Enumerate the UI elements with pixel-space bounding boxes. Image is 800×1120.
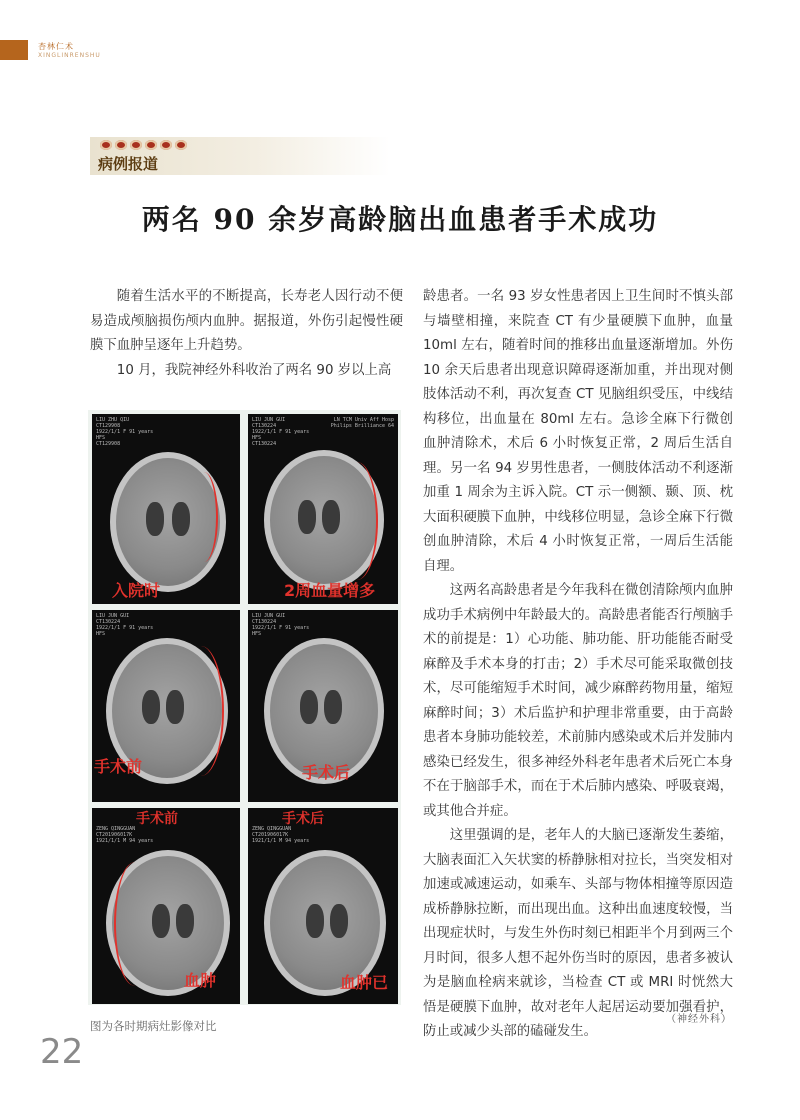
magazine-name: 杏林仁术	[38, 42, 74, 51]
ct-scan-metadata: LIU JUN GUI CT130224 1922/1/1 F 91 years HFS	[252, 613, 310, 637]
ct-panel-label: 手术后	[282, 811, 324, 827]
ct-scan-panel	[248, 414, 398, 604]
ct-panel-label: 手术前	[94, 757, 143, 776]
paragraph: 龄患者。一名 93 岁女性患者因上卫生间时不慎头部与墙壁相撞，来院查 CT 有少量硬膜下血肿，血量 10ml 左右，随着时间的推移出血量逐渐增加。外伤 10 余天后患者出现意识障碍逐渐加重，并出现对侧肢体活动不利，再次复查 CT 见脑组织受压，中线结构移位，出血量在 80ml 左右。急诊全麻下行微创血肿清除术，术后 6 小时恢复正常，2 周后生活自理。另一名 94 岁男性患者，一侧肢体活动不利逐渐加重 1 周余为主诉入院。CT 示一侧额、颞、顶、枕大面积硬膜下血肿，中线移位明显，急诊全麻下行微创血肿清除，术后 4 小时恢复正常，一周后生活能自理。	[423, 289, 733, 574]
magazine-pinyin: XINGLINRENSHU	[38, 52, 101, 59]
figure-caption: 图为各时期病灶影像对比	[90, 1019, 217, 1033]
ct-panel-label: 血肿	[184, 971, 217, 990]
ct-scan-metadata: LIU JUN GUI CT130224 1922/1/1 F 91 years HFS CT130224	[252, 417, 310, 447]
paragraph: 10 月，我院神经外科收治了两名 90 岁以上高	[116, 362, 392, 378]
ct-scan-metadata: ZENG QINGGUAN CT201906017K 1921/1/1 M 94 years	[252, 826, 310, 844]
ct-panel-label: 2周血量增多	[284, 581, 376, 600]
ct-scan-metadata: LN TCM Univ Aff Hosp Philips Brilliance 64	[330, 417, 394, 429]
ct-scan-panel	[92, 808, 240, 1004]
ct-panel-label: 手术后	[302, 763, 351, 782]
section-label: 病例报道	[98, 155, 159, 173]
page-number: 22	[40, 1032, 84, 1072]
section-ornament-icon	[100, 140, 187, 150]
ct-scan-metadata: ZENG QINGGUAN CT201906017K 1921/1/1 M 94 years	[96, 826, 154, 844]
paragraph: 随着生活水平的不断提高，长寿老人因行动不便易造成颅脑损伤颅内血肿。据报道，外伤引起慢性硬膜下血肿呈逐年上升趋势。	[90, 289, 403, 353]
ct-panel-label: 血肿已	[340, 973, 389, 992]
ct-scan-panel	[92, 610, 240, 802]
ct-scan-metadata: LIU JUN GUI CT130224 1922/1/1 F 91 years HFS	[96, 613, 154, 637]
ct-figure	[88, 410, 401, 1005]
article-column-left	[90, 285, 403, 383]
article-source: （神经外科）	[666, 1014, 732, 1025]
paragraph: 这里强调的是，老年人的大脑已逐渐发生萎缩，大脑表面汇入矢状窦的桥静脉相对拉长，当突发相对加速或减速运动，如乘车、头部与物体相撞等原因造成桥静脉拉断，而出现出血。这种出血速度较慢，当出现症状时，与发生外伤时刻已相距半个月到两三个月时间，很多人想不起外伤当时的原因，患者多被认为是脑血栓病来就诊，当检查 CT 或 MRI 时恍然大悟是硬膜下血肿，故对老年人起居运动要加强看护，防止或减少头部的磕碰发生。	[423, 828, 733, 1039]
header-color-bar	[0, 40, 28, 60]
article-column-right	[423, 285, 733, 1045]
paragraph: 这两名高龄患者是今年我科在微创清除颅内血肿成功手术病例中年龄最大的。高龄患者能否行颅脑手术的前提是：1）心功能、肺功能、肝功能能否耐受麻醉及手术本身的打击；2）手术尽可能采取微创技术，尽可能缩短手术时间，减少麻醉药物用量，缩短麻醉时间；3）术后监护和护理非常重要，由于高龄患者本身肺功能较差，术前肺内感染或术后并发肺内感染已经发生，很多神经外科老年患者术后死亡本身不在于脑部手术，而在于术后肺内感染、呼吸衰竭，或其他合并症。	[423, 583, 733, 819]
ct-scan-panel	[248, 808, 398, 1004]
ct-panel-label: 手术前	[136, 811, 178, 827]
ct-scan-metadata: LIU ZHU QIU CT129908 1922/1/1 F 91 years HFS CT129908	[96, 417, 154, 447]
ct-panel-label: 入院时	[112, 581, 161, 600]
ct-scan-panel	[248, 610, 398, 802]
article-title: 两名 90 余岁高龄脑出血患者手术成功	[141, 203, 659, 236]
ct-scan-panel	[92, 414, 240, 604]
